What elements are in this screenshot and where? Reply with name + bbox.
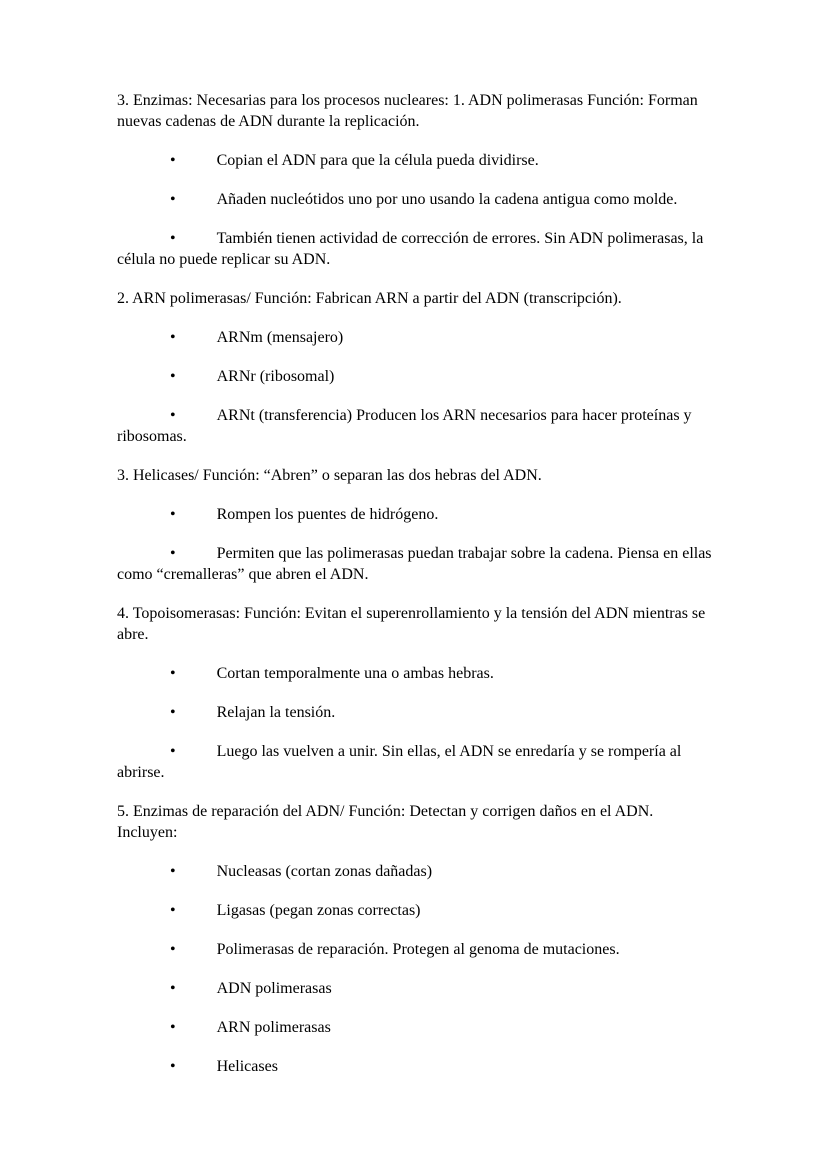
bullet-icon: • bbox=[170, 368, 176, 385]
bullet-icon: • bbox=[170, 230, 176, 247]
bullet-text: ARN polimerasas bbox=[216, 1019, 331, 1036]
paragraph-text: 3. Helicases/ Función: “Abren” o separan las dos hebras del ADN. bbox=[117, 467, 542, 484]
paragraph bbox=[117, 288, 712, 309]
paragraph bbox=[117, 90, 712, 132]
bullet-text: ADN polimerasas bbox=[216, 980, 332, 997]
bullet-item bbox=[117, 741, 712, 783]
bullet-icon: • bbox=[170, 941, 176, 958]
bullet-item bbox=[117, 228, 712, 270]
bullet-text: ARNm (mensajero) bbox=[216, 329, 344, 346]
bullet-text: Luego las vuelven a unir. Sin ellas, el ADN se enredaría y se rompería al abrirse. bbox=[117, 743, 682, 781]
bullet-icon: • bbox=[170, 152, 176, 169]
bullet-text: Helicases bbox=[216, 1058, 278, 1075]
bullet-icon: • bbox=[170, 704, 176, 721]
bullet-text: Cortan temporalmente una o ambas hebras. bbox=[216, 665, 494, 682]
bullet-icon: • bbox=[170, 902, 176, 919]
bullet-item bbox=[117, 366, 712, 387]
bullet-text: Rompen los puentes de hidrógeno. bbox=[216, 506, 439, 523]
paragraph bbox=[117, 603, 712, 645]
bullet-item bbox=[117, 1056, 712, 1077]
bullet-icon: • bbox=[170, 329, 176, 346]
paragraph bbox=[117, 801, 712, 843]
bullet-icon: • bbox=[170, 191, 176, 208]
bullet-item bbox=[117, 978, 712, 999]
bullet-item bbox=[117, 861, 712, 882]
bullet-icon: • bbox=[170, 665, 176, 682]
paragraph-text: 2. ARN polimerasas/ Función: Fabrican ARN a partir del ADN (transcripción). bbox=[117, 290, 622, 307]
bullet-item bbox=[117, 1017, 712, 1038]
bullet-text: Polimerasas de reparación. Protegen al genoma de mutaciones. bbox=[216, 941, 620, 958]
bullet-icon: • bbox=[170, 506, 176, 523]
bullet-item bbox=[117, 939, 712, 960]
bullet-icon: • bbox=[170, 407, 176, 424]
bullet-icon: • bbox=[170, 743, 176, 760]
bullet-text: Copian el ADN para que la célula pueda dividirse. bbox=[216, 152, 539, 169]
bullet-item bbox=[117, 150, 712, 171]
bullet-text: Nucleasas (cortan zonas dañadas) bbox=[216, 863, 433, 880]
bullet-icon: • bbox=[170, 545, 176, 562]
bullet-icon: • bbox=[170, 980, 176, 997]
paragraph-text: 5. Enzimas de reparación del ADN/ Función: Detectan y corrigen daños en el ADN. Incluyen: bbox=[117, 803, 654, 841]
bullet-item bbox=[117, 189, 712, 210]
paragraph-text: 3. Enzimas: Necesarias para los procesos nucleares: 1. ADN polimerasas Función: Forman nuevas cadenas de ADN durante la replicación. bbox=[117, 92, 698, 130]
paragraph bbox=[117, 465, 712, 486]
bullet-icon: • bbox=[170, 1019, 176, 1036]
paragraph-text: 4. Topoisomerasas: Función: Evitan el superenrollamiento y la tensión del ADN mientras se abre. bbox=[117, 605, 706, 643]
bullet-text: Añaden nucleótidos uno por uno usando la cadena antigua como molde. bbox=[216, 191, 678, 208]
bullet-text: ARNt (transferencia) Producen los ARN necesarios para hacer proteínas y ribosomas. bbox=[117, 407, 692, 445]
bullet-item bbox=[117, 405, 712, 447]
bullet-icon: • bbox=[170, 863, 176, 880]
bullet-item bbox=[117, 702, 712, 723]
bullet-item bbox=[117, 543, 712, 585]
bullet-text: Relajan la tensión. bbox=[216, 704, 336, 721]
bullet-text: Ligasas (pegan zonas correctas) bbox=[216, 902, 421, 919]
bullet-text: Permiten que las polimerasas puedan trabajar sobre la cadena. Piensa en ellas como “cremalleras” que abren el ADN. bbox=[117, 545, 712, 583]
bullet-item bbox=[117, 327, 712, 348]
bullet-text: También tienen actividad de corrección de errores. Sin ADN polimerasas, la célula no puede replicar su ADN. bbox=[117, 230, 704, 268]
bullet-item bbox=[117, 900, 712, 921]
bullet-icon: • bbox=[170, 1058, 176, 1075]
bullet-item bbox=[117, 504, 712, 525]
bullet-item bbox=[117, 663, 712, 684]
bullet-text: ARNr (ribosomal) bbox=[216, 368, 335, 385]
